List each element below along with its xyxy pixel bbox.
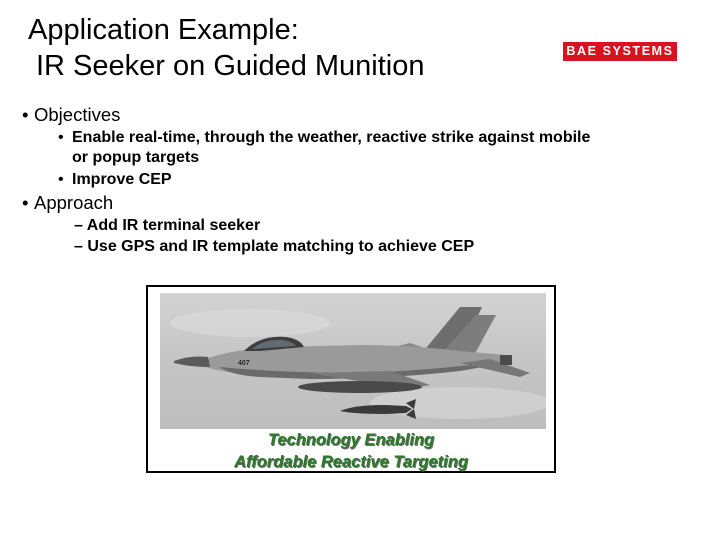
figure-frame — [146, 285, 556, 473]
figure-caption-line-1: Technology Enabling — [267, 431, 435, 449]
bae-systems-logo: BAE SYSTEMS — [563, 42, 677, 61]
slide-title — [28, 12, 548, 84]
objective-text-line-1: Enable real-time, through the weather, reactive strike against mobile — [72, 129, 591, 146]
title-line-1: Application Example: — [28, 14, 299, 46]
approach-item — [74, 215, 634, 236]
bullet-icon: • — [22, 104, 29, 125]
objective-text: Improve CEP — [72, 171, 172, 188]
objective-text-line-2: or popup targets — [72, 149, 200, 166]
approach-item — [74, 236, 634, 257]
figure-caption-line-2: Affordable Reactive Targeting — [234, 453, 468, 471]
dash-marker: – — [74, 217, 83, 234]
approach-heading — [22, 192, 113, 214]
approach-label: Approach — [34, 192, 114, 213]
bullet-icon: • — [22, 192, 29, 213]
title-line-2: IR Seeker on Guided Munition — [36, 50, 425, 82]
objectives-label: Objectives — [34, 104, 121, 125]
approach-text: Add IR terminal seeker — [86, 217, 261, 234]
aircraft-number: 407 — [238, 360, 250, 367]
sub-bullet-icon: • — [58, 171, 64, 188]
sub-bullet-icon: • — [58, 129, 64, 146]
fighter-jet-photo — [160, 293, 546, 429]
approach-text: Use GPS and IR template matching to achieve CEP — [87, 238, 475, 255]
objective-item — [58, 128, 678, 168]
objective-item — [58, 170, 358, 190]
fighter-jet-illustration — [160, 293, 546, 429]
dash-marker: – — [74, 238, 83, 255]
objectives-heading — [22, 104, 120, 126]
